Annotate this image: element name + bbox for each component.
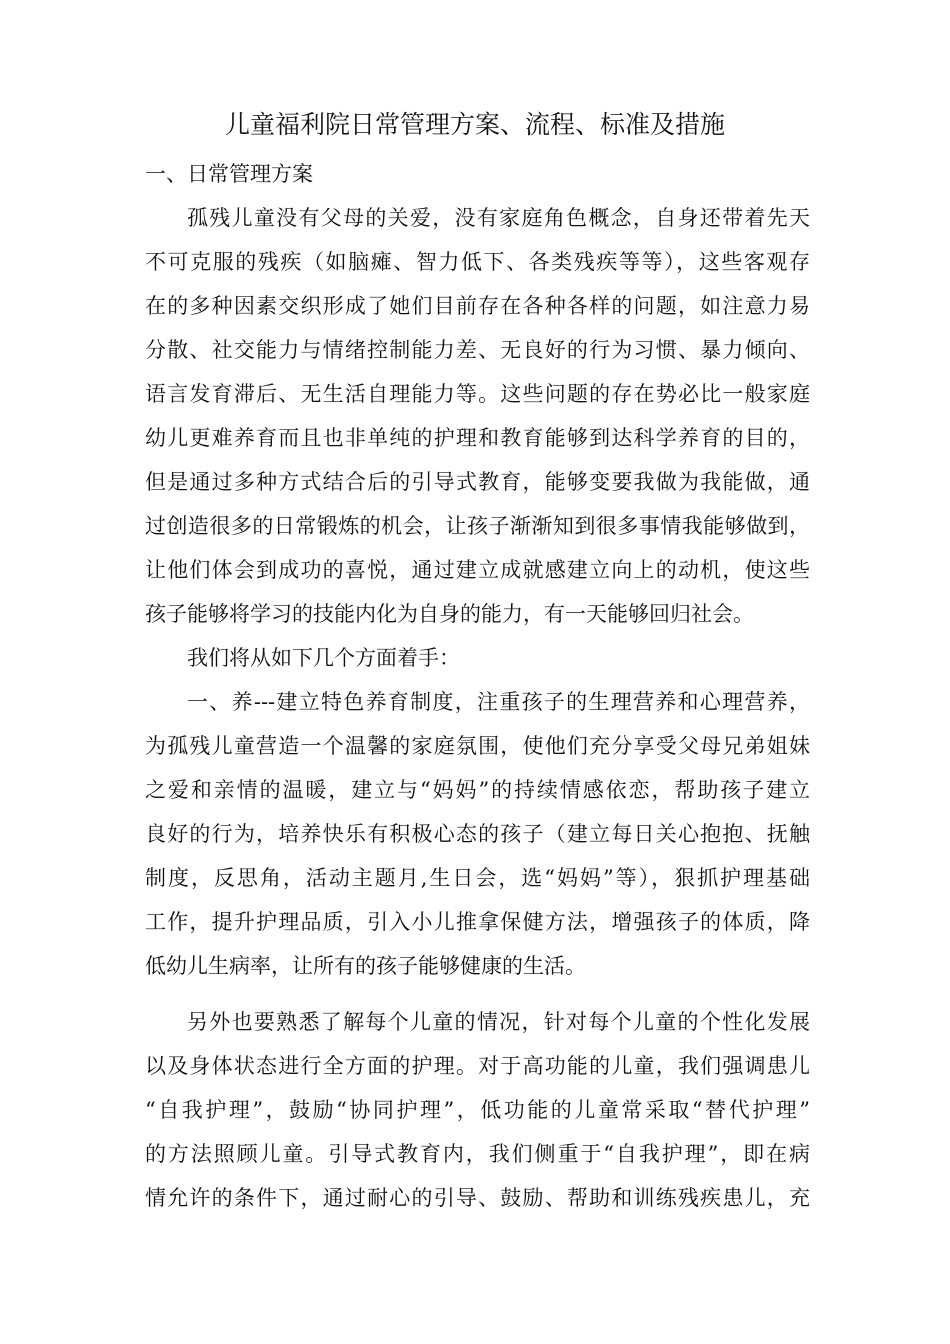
paragraph-line: 我们将从如下几个方面着手： — [187, 646, 460, 670]
paragraph-line: 但是通过多种方式结合后的引导式教育，能够变要我做为我能做，通 — [145, 470, 810, 494]
paragraph-line: 在的多种因素交织形成了她们目前存在各种各样的问题，如注意力易 — [145, 294, 810, 318]
paragraph-line: 孤残儿童没有父母的关爱，没有家庭角色概念，自身还带着先天 — [187, 206, 810, 230]
paragraph-line: 过创造很多的日常锻炼的机会，让孩子渐渐知到很多事情我能够做到， — [145, 514, 810, 538]
paragraph-line: 低幼儿生病率，让所有的孩子能够健康的生活。 — [145, 954, 586, 978]
document-title: 儿童福利院日常管理方案、流程、标准及措施 — [224, 110, 725, 139]
paragraph-line: 为孤残儿童营造一个温馨的家庭氛围，使他们充分享受父母兄弟姐妹 — [145, 734, 810, 758]
paragraph-line: 另外也要熟悉了解每个儿童的情况，针对每个儿童的个性化发展 — [187, 1010, 810, 1034]
paragraph-line: 良好的行为，培养快乐有积极心态的孩子（建立每日关心抱抱、抚触 — [145, 822, 810, 846]
paragraph-line: 幼儿更难养育而且也非单纯的护理和教育能够到达科学养育的目的， — [145, 426, 810, 450]
paragraph-line: 情允许的条件下，通过耐心的引导、鼓励、帮助和训练残疾患儿，充 — [145, 1186, 810, 1210]
paragraph-line: 制度，反思角，活动主题月,生日会，选“妈妈”等），狠抓护理基础 — [145, 866, 810, 890]
paragraph-line: 语言发育滞后、无生活自理能力等。这些问题的存在势必比一般家庭 — [145, 382, 810, 406]
paragraph-line: 之爱和亲情的温暖，建立与“妈妈”的持续情感依恋，帮助孩子建立 — [145, 778, 810, 802]
paragraph-line: 以及身体状态进行全方面的护理。对于高功能的儿童，我们强调患儿 — [145, 1054, 810, 1078]
paragraph-line: 分散、社交能力与情绪控制能力差、无良好的行为习惯、暴力倾向、 — [145, 338, 810, 362]
paragraph-line: 不可克服的残疾（如脑瘫、智力低下、各类残疾等等），这些客观存 — [145, 250, 810, 274]
paragraph-line: 的方法照顾儿童。引导式教育内，我们侧重于“自我护理”，即在病 — [145, 1142, 810, 1166]
section-heading: 一、日常管理方案 — [145, 162, 313, 186]
paragraph-line: 一、养---建立特色养育制度，注重孩子的生理营养和心理营养， — [187, 690, 810, 714]
paragraph-line: “自我护理”，鼓励“协同护理”，低功能的儿童常采取“替代护理” — [145, 1098, 810, 1122]
paragraph-line: 孩子能够将学习的技能内化为自身的能力，有一天能够回归社会。 — [145, 602, 754, 626]
paragraph-line: 工作，提升护理品质，引入小儿推拿保健方法，增强孩子的体质，降 — [145, 910, 810, 934]
paragraph-line: 让他们体会到成功的喜悦，通过建立成就感建立向上的动机，使这些 — [145, 558, 810, 582]
